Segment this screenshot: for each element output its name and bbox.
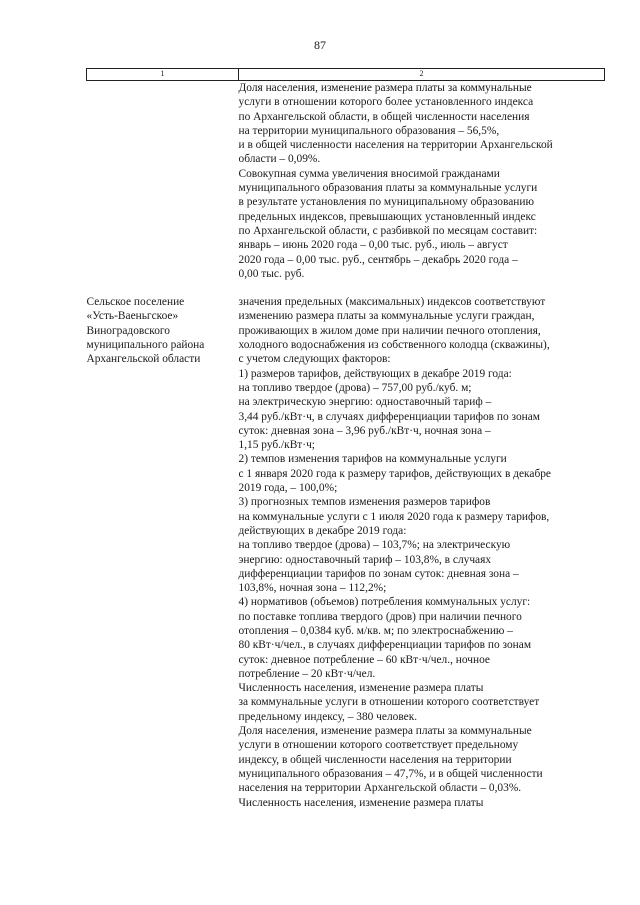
- text-line: Архангельской области: [86, 353, 201, 366]
- text-line: в результате установления по муниципальному образованию: [238, 196, 534, 209]
- text-line: с 1 января 2020 года к размеру тарифов, действующих в декабре: [238, 467, 551, 480]
- text-line: 2020 года – 0,00 тыс. руб., сентябрь – декабрь 2020 года –: [238, 253, 518, 266]
- row1-description-text: [239, 81, 605, 281]
- text-line: Сельское поселение: [86, 296, 185, 309]
- text-line: суток: дневное потребление – 60 кВт·ч/чел., ночное: [238, 653, 490, 666]
- row-spacer: [87, 281, 605, 295]
- text-line: области – 0,09%.: [238, 153, 321, 166]
- text-line: предельных индексов, превышающих установленный индекс: [238, 210, 536, 223]
- row2-municipality-cell: [87, 295, 239, 810]
- page-number: 87: [314, 38, 326, 52]
- text-line: действующих в декабре 2019 года:: [238, 524, 407, 537]
- text-line: по Архангельской области, с разбивкой по месяцам составит:: [238, 224, 538, 237]
- text-line: проживающих в жилом доме при наличии печного отопления,: [238, 324, 541, 337]
- text-line: дифференциации тарифов по зонам суток: дневная зона –: [238, 567, 519, 580]
- text-line: и в общей численности населения на территории Архангельской: [238, 139, 553, 152]
- text-line: Численность населения, изменение размера платы: [238, 682, 484, 695]
- row2-description-text: [239, 295, 605, 810]
- text-line: Виноградовского: [86, 324, 170, 337]
- text-line: услуги в отношении которого соответствует предельному: [238, 739, 519, 752]
- text-line: потребление – 20 кВт·ч/чел.: [238, 667, 376, 680]
- text-line: суток: дневная зона – 3,96 руб./кВт·ч, ночная зона –: [238, 424, 491, 437]
- tariff-table: [86, 68, 605, 810]
- text-line: муниципального образования – 47,7%, и в общей численности: [238, 767, 543, 780]
- text-line: энергию: одноставочный тариф – 103,8%, в случаях: [238, 553, 492, 566]
- text-line: индексу, в общей численности населения на территории: [238, 753, 512, 766]
- row1-description-cell: [239, 81, 605, 282]
- text-line: 103,8%, ночная зона – 112,2%;: [238, 582, 387, 595]
- text-line: Совокупная сумма увеличения вносимой гражданами: [238, 167, 500, 180]
- text-line: 2) темпов изменения тарифов на коммунальные услуги: [238, 453, 507, 466]
- text-line: холодного водоснабжения из собственного колодца (скважины),: [238, 339, 550, 352]
- text-line: 0,00 тыс. руб.: [238, 267, 305, 280]
- text-line: на электрическую энергию: одноставочный тариф –: [238, 396, 492, 409]
- text-line: 1) размеров тарифов, действующих в декабре 2019 года:: [238, 367, 512, 380]
- text-line: по поставке топлива твердого (дров) при наличии печного: [238, 610, 522, 623]
- text-line: 3) прогнозных темпов изменения размеров тарифов: [238, 496, 491, 509]
- row2-description-cell: [239, 295, 605, 810]
- text-line: январь – июнь 2020 года – 0,00 тыс. руб., июль – август: [238, 239, 508, 252]
- text-line: на топливо твердое (дрова) – 757,00 руб./куб. м;: [238, 381, 472, 394]
- text-line: населения на территории Архангельской области – 0,03%.: [238, 782, 522, 795]
- text-line: Доля населения, изменение размера платы за коммунальные: [238, 725, 532, 738]
- text-line: за коммунальные услуги в отношении которого соответствует: [238, 696, 540, 709]
- text-line: Численность населения, изменение размера платы: [238, 796, 484, 809]
- text-line: отопления – 0,0384 куб. м/кв. м; по электроснабжению –: [238, 624, 513, 637]
- row1-municipality-cell: [87, 81, 239, 282]
- text-line: на топливо твердое (дрова) – 103,7%; на электрическую: [238, 539, 511, 552]
- text-line: значения предельных (максимальных) индексов соответствуют: [238, 296, 546, 309]
- row2-municipality-text: [87, 295, 239, 366]
- text-line: на коммунальные услуги с 1 июля 2020 года к размеру тарифов,: [238, 510, 550, 523]
- text-line: 3,44 руб./кВт·ч, в случаях дифференциации тарифов по зонам: [238, 410, 540, 423]
- text-line: изменению размера платы за коммунальные услуги граждан,: [238, 310, 535, 323]
- text-line: муниципального образования платы за коммунальные услуги: [238, 182, 538, 195]
- table-header-row: [87, 69, 605, 81]
- column-number-1: 1: [87, 69, 239, 81]
- table-row: [87, 81, 605, 282]
- text-line: Доля населения, изменение размера платы за коммунальные: [238, 82, 532, 94]
- column-number-2: 2: [239, 69, 605, 81]
- text-line: 1,15 руб./кВт·ч;: [238, 439, 315, 452]
- text-line: 80 кВт·ч/чел., в случаях дифференциации тарифов по зонам: [238, 639, 532, 652]
- text-line: по Архангельской области, в общей численности населения: [238, 110, 530, 123]
- text-line: услуги в отношении которого более установленного индекса: [238, 96, 534, 109]
- table-row: [87, 295, 605, 810]
- text-line: с учетом следующих факторов:: [238, 353, 391, 366]
- text-line: предельному индексу, – 380 человек.: [238, 710, 418, 723]
- text-line: 2019 года, – 100,0%;: [238, 482, 338, 495]
- text-line: «Усть-Ваеньгское»: [86, 310, 179, 323]
- text-line: 4) нормативов (объемов) потребления коммунальных услуг:: [238, 596, 531, 609]
- text-line: муниципального района: [86, 339, 205, 352]
- text-line: на территории муниципального образования – 56,5%,: [238, 124, 500, 137]
